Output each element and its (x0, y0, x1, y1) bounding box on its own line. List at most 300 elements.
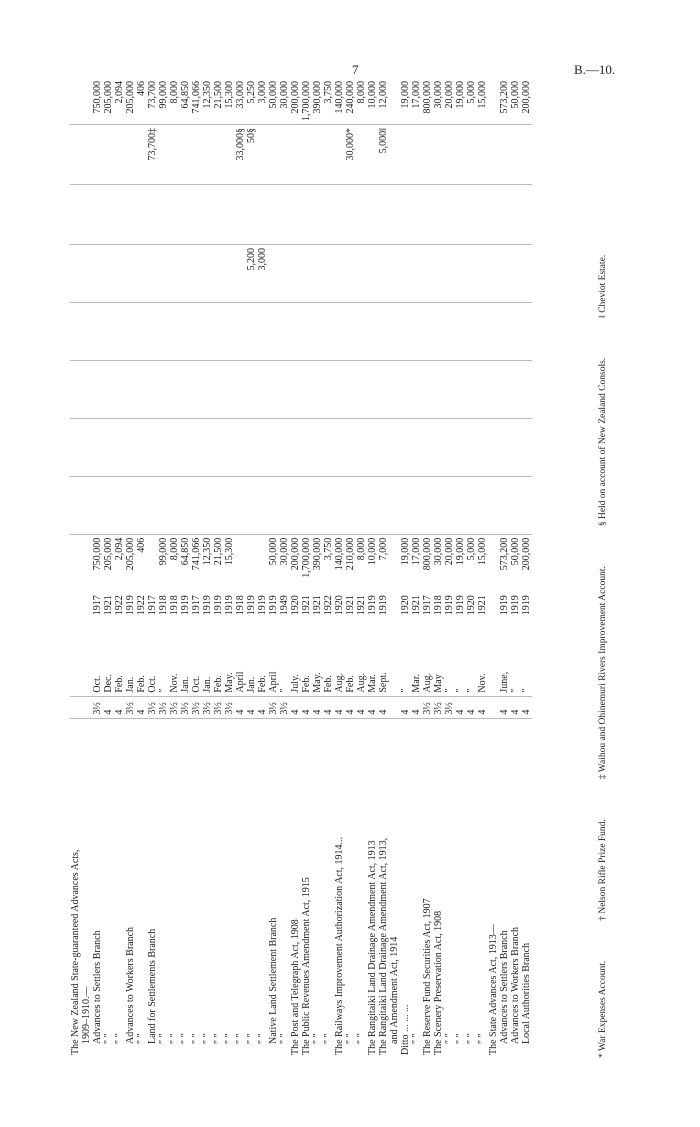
row-col-4 (510, 302, 521, 360)
row-col-2 (323, 418, 334, 476)
footnote: ‡ Waihou and Ohinemuri Rivers Improvement Account. (598, 566, 608, 780)
row-total: 64,850 (180, 81, 191, 109)
row-rate: 4 (235, 696, 246, 718)
row-month: ″ (466, 688, 477, 693)
row-total: 30,000 (433, 81, 444, 109)
row-col-1 (191, 476, 202, 534)
row-name: ″ ″ (246, 718, 257, 1058)
row-col-5 (389, 245, 400, 303)
row-month: Jan. (246, 676, 257, 693)
row-rate: 3½ (169, 696, 180, 718)
row-col-5 (323, 245, 334, 303)
row-col-3 (433, 360, 444, 418)
row-col-6 (191, 185, 202, 245)
row-col-2 (356, 418, 367, 476)
row-total: 2,094 (114, 81, 125, 104)
row-col-1 (389, 476, 400, 534)
row-name: Local Authorities Branch (521, 718, 532, 1058)
row-col-6 (444, 185, 455, 245)
row-col-7 (158, 125, 169, 185)
row-total: 741,066 (191, 81, 202, 114)
row-year: 1918 (169, 595, 180, 616)
row-col-5 (191, 245, 202, 303)
row-col-4 (411, 302, 422, 360)
row-col-4 (312, 302, 323, 360)
row-col-2 (70, 418, 81, 476)
row-col-6 (257, 185, 268, 245)
row-year: 1919 (444, 595, 455, 616)
row-col-6 (411, 185, 422, 245)
row-col-7 (257, 125, 268, 185)
row-col-2 (158, 418, 169, 476)
row-total (81, 78, 92, 125)
row-col-6 (268, 185, 279, 245)
row-month (81, 652, 92, 696)
row-col-4 (422, 302, 433, 360)
row-col-1 (257, 476, 268, 534)
table-row (257, 78, 268, 1058)
row-rate: 4 (521, 696, 532, 718)
row-col-5 (103, 245, 114, 303)
row-amount: 64,850 (180, 534, 191, 592)
row-col-6 (323, 185, 334, 245)
row-amount (257, 534, 268, 592)
row-col-1 (345, 476, 356, 534)
row-col-7 (367, 125, 378, 185)
row-amount: 573,200 (499, 534, 510, 592)
row-col-6 (367, 185, 378, 245)
row-col-5 (488, 245, 499, 303)
row-total: 205,000 (103, 81, 114, 114)
row-name: ″ ″ (257, 718, 268, 1058)
row-month (488, 652, 499, 696)
row-col-2 (510, 418, 521, 476)
row-col-6 (70, 185, 81, 245)
row-col-1 (125, 476, 136, 534)
row-total (488, 78, 499, 125)
row-amount: 99,000 (158, 534, 169, 592)
row-col-4 (488, 302, 499, 360)
row-col-7 (400, 125, 411, 185)
page-number: 7 (352, 62, 359, 77)
row-col-4 (224, 302, 235, 360)
row-col-2 (521, 418, 532, 476)
row-col-4 (169, 302, 180, 360)
row-rate: 4 (455, 696, 466, 718)
footnote: † Nelson Rifle Prize Fund. (598, 819, 608, 921)
row-total: 5,000 (466, 81, 477, 104)
row-amount: 2,094 (114, 534, 125, 592)
row-amount: 30,000 (279, 534, 290, 592)
row-col-7 (411, 125, 422, 185)
row-col-1 (499, 476, 510, 534)
row-col-4 (114, 302, 125, 360)
row-rate: 3½ (92, 696, 103, 718)
row-name: Ditto ... ... ... (400, 718, 411, 1058)
row-col-2 (224, 418, 235, 476)
row-month: Feb. (345, 675, 356, 693)
row-total: 17,000 (411, 81, 422, 109)
row-col-6 (334, 185, 345, 245)
document-reference-code: B.—10. (574, 62, 616, 77)
row-col-5 (312, 245, 323, 303)
row-col-3 (92, 360, 103, 418)
table-row (378, 78, 389, 1058)
row-year: 1917 (422, 595, 433, 616)
row-col-5 (125, 245, 136, 303)
table-body (70, 78, 532, 1058)
row-col-4 (455, 302, 466, 360)
row-col-1 (92, 476, 103, 534)
row-year: 1922 (114, 595, 125, 616)
row-col-1 (290, 476, 301, 534)
row-rate (389, 696, 400, 718)
row-name: The Railways Improvement Authorization Act, 1914... (334, 718, 345, 1058)
row-year: 1920 (466, 595, 477, 616)
row-col-1 (147, 476, 158, 534)
row-col-3 (114, 360, 125, 418)
row-total: 1,700,000 (301, 81, 312, 121)
row-total: 50,000 (510, 81, 521, 109)
row-col-7 (477, 125, 488, 185)
row-year: 1919 (224, 595, 235, 616)
row-col-4 (444, 302, 455, 360)
row-col-1 (202, 476, 213, 534)
row-amount: 7,000 (378, 534, 389, 592)
row-col-3 (290, 360, 301, 418)
row-month: ″ (400, 688, 411, 693)
row-col-2 (499, 418, 510, 476)
table-row (323, 78, 334, 1058)
table-row (136, 78, 147, 1058)
row-total: 406 (136, 81, 147, 96)
row-total: 3,750 (323, 81, 334, 104)
row-col-7: 30,000* (345, 125, 356, 185)
row-col-3 (301, 360, 312, 418)
row-col-3 (70, 360, 81, 418)
row-amount: 741,066 (191, 534, 202, 592)
row-amount: 15,000 (477, 534, 488, 592)
row-col-4 (202, 302, 213, 360)
row-col-1 (510, 476, 521, 534)
row-month: Aug. (356, 672, 367, 693)
row-month: June, (499, 671, 510, 693)
row-amount: 1,700,000 (301, 534, 312, 592)
row-month: Oct. (92, 675, 103, 693)
row-col-4 (389, 302, 400, 360)
row-name: ″ ″ (444, 718, 455, 1058)
row-col-6 (147, 185, 158, 245)
row-col-5 (279, 245, 290, 303)
row-col-5 (411, 245, 422, 303)
row-col-7 (268, 125, 279, 185)
row-amount: 19,000 (455, 534, 466, 592)
table-row (191, 78, 202, 1058)
row-col-6 (389, 185, 400, 245)
row-col-6 (279, 185, 290, 245)
row-col-7 (444, 125, 455, 185)
row-col-5 (224, 245, 235, 303)
row-col-6 (213, 185, 224, 245)
row-col-7 (301, 125, 312, 185)
row-col-6 (488, 185, 499, 245)
row-col-7 (389, 125, 400, 185)
row-rate: 4 (466, 696, 477, 718)
row-col-3 (345, 360, 356, 418)
row-amount: 30,000 (433, 534, 444, 592)
table-row (488, 78, 499, 1058)
row-col-3 (147, 360, 158, 418)
row-name: The Scenery Preservation Act, 1908 (433, 718, 444, 1058)
row-name: and Amendment Act, 1914 (389, 718, 400, 1058)
row-col-2 (81, 418, 92, 476)
table-row (301, 78, 312, 1058)
row-col-1 (444, 476, 455, 534)
row-total: 33,000 (235, 81, 246, 109)
row-total (70, 78, 81, 125)
row-col-6 (180, 185, 191, 245)
row-name: Advances to Settlers Branch (499, 718, 510, 1058)
row-col-7 (103, 125, 114, 185)
row-total: 99,000 (158, 81, 169, 109)
row-total: 21,500 (213, 81, 224, 109)
table-row (213, 78, 224, 1058)
table-row (92, 78, 103, 1058)
row-name: The State Advances Act, 1913— (488, 718, 499, 1058)
table-row (114, 78, 125, 1058)
table-row (312, 78, 323, 1058)
row-col-5 (455, 245, 466, 303)
row-name: ″ ″ (411, 718, 422, 1058)
row-col-2 (312, 418, 323, 476)
row-col-3 (389, 360, 400, 418)
row-month: Nov. (169, 673, 180, 693)
row-amount: 750,000 (92, 534, 103, 592)
row-col-5 (433, 245, 444, 303)
table-row (334, 78, 345, 1058)
row-amount (246, 534, 257, 592)
row-year (488, 592, 499, 652)
row-amount (389, 534, 400, 592)
row-col-4 (290, 302, 301, 360)
row-amount (488, 534, 499, 592)
row-col-7 (213, 125, 224, 185)
row-month: ″ (455, 688, 466, 693)
row-name: ″ ″ (312, 718, 323, 1058)
row-col-6 (466, 185, 477, 245)
row-col-5 (400, 245, 411, 303)
row-month: May. (224, 672, 235, 693)
row-rate: 4 (301, 696, 312, 718)
row-amount: 10,000 (367, 534, 378, 592)
row-col-3 (158, 360, 169, 418)
row-col-4 (323, 302, 334, 360)
row-year: 1921 (312, 595, 323, 616)
row-year: 1919 (268, 595, 279, 616)
row-col-5 (235, 245, 246, 303)
row-name: ″ ″ (455, 718, 466, 1058)
row-name: ″ ″ (158, 718, 169, 1058)
row-amount (70, 534, 81, 592)
row-amount: 200,000 (290, 534, 301, 592)
row-col-3 (521, 360, 532, 418)
row-col-7 (433, 125, 444, 185)
row-col-2 (488, 418, 499, 476)
table-row (345, 78, 356, 1058)
row-amount: 800,000 (422, 534, 433, 592)
row-rate: 4 (103, 696, 114, 718)
row-col-1 (158, 476, 169, 534)
row-col-6 (499, 185, 510, 245)
row-col-4 (180, 302, 191, 360)
row-col-6 (378, 185, 389, 245)
row-col-4 (466, 302, 477, 360)
row-total: 5,250 (246, 81, 257, 104)
row-col-6 (400, 185, 411, 245)
table-row (411, 78, 422, 1058)
row-col-2 (466, 418, 477, 476)
row-col-7 (312, 125, 323, 185)
row-col-3 (246, 360, 257, 418)
row-col-2 (444, 418, 455, 476)
row-col-2 (136, 418, 147, 476)
row-col-2 (455, 418, 466, 476)
row-rate: 3½ (213, 696, 224, 718)
table-row (235, 78, 246, 1058)
row-amount: 210,000 (345, 534, 356, 592)
row-amount (147, 534, 158, 592)
row-col-5 (202, 245, 213, 303)
row-col-1 (103, 476, 114, 534)
table-row (433, 78, 444, 1058)
row-col-5 (158, 245, 169, 303)
row-col-6 (224, 185, 235, 245)
row-col-7 (499, 125, 510, 185)
table-row (455, 78, 466, 1058)
row-rate: 4 (411, 696, 422, 718)
row-year: 1921 (411, 595, 422, 616)
table-row (477, 78, 488, 1058)
row-col-1 (455, 476, 466, 534)
row-year: 1919 (257, 595, 268, 616)
row-col-5 (301, 245, 312, 303)
row-col-4 (81, 302, 92, 360)
table-row (367, 78, 378, 1058)
row-col-2 (114, 418, 125, 476)
row-total: 573,200 (499, 81, 510, 114)
row-amount: 5,000 (466, 534, 477, 592)
row-col-1 (114, 476, 125, 534)
row-col-2 (147, 418, 158, 476)
table-row (268, 78, 279, 1058)
row-col-5: 5,200 (246, 245, 257, 303)
row-col-2 (169, 418, 180, 476)
row-amount: 50,000 (510, 534, 521, 592)
table-row (202, 78, 213, 1058)
row-rate: 4 (114, 696, 125, 718)
row-col-4 (301, 302, 312, 360)
row-col-4 (246, 302, 257, 360)
row-rate: 4 (356, 696, 367, 718)
row-name: ″ ″ (279, 718, 290, 1058)
row-month: ″ (521, 688, 532, 693)
row-col-1 (422, 476, 433, 534)
row-col-5 (147, 245, 158, 303)
row-amount: 15,300 (224, 534, 235, 592)
row-col-6 (114, 185, 125, 245)
row-month: Dec. (103, 674, 114, 693)
row-col-1 (521, 476, 532, 534)
row-rate: 4 (477, 696, 488, 718)
row-col-4 (158, 302, 169, 360)
row-col-3 (268, 360, 279, 418)
row-year: 1919 (367, 595, 378, 616)
row-total: 10,000 (367, 81, 378, 109)
row-col-2 (345, 418, 356, 476)
row-col-1 (477, 476, 488, 534)
row-col-5 (136, 245, 147, 303)
row-month (389, 652, 400, 696)
table-row (521, 78, 532, 1058)
row-col-6 (422, 185, 433, 245)
row-col-3 (367, 360, 378, 418)
row-col-5 (334, 245, 345, 303)
row-col-3 (477, 360, 488, 418)
row-name: ″ ″ (136, 718, 147, 1058)
row-month: Sept. (378, 672, 389, 693)
row-col-5 (268, 245, 279, 303)
row-year: 1921 (477, 595, 488, 616)
row-amount: 390,000 (312, 534, 323, 592)
row-col-6 (81, 185, 92, 245)
row-col-3 (499, 360, 510, 418)
row-year: 1922 (323, 595, 334, 616)
row-col-7 (180, 125, 191, 185)
row-name: ″ ″ (466, 718, 477, 1058)
row-col-2 (268, 418, 279, 476)
row-rate: 3½ (125, 696, 136, 718)
row-rate: 3½ (422, 696, 433, 718)
row-rate (70, 696, 81, 718)
row-year (389, 592, 400, 652)
row-col-7 (136, 125, 147, 185)
row-rate: 4 (367, 696, 378, 718)
row-month (70, 652, 81, 696)
row-col-2 (290, 418, 301, 476)
row-col-3 (378, 360, 389, 418)
row-col-7 (81, 125, 92, 185)
row-col-5 (180, 245, 191, 303)
row-year: 1919 (510, 595, 521, 616)
row-month: Feb. (136, 675, 147, 693)
rotated-investments-table (70, 78, 630, 1058)
table-row (147, 78, 158, 1058)
row-total (389, 78, 400, 125)
row-col-1 (334, 476, 345, 534)
row-year: 1919 (378, 595, 389, 616)
row-col-1 (411, 476, 422, 534)
row-total: 8,000 (169, 81, 180, 104)
row-name: Advances to Settlers Branch (92, 718, 103, 1058)
row-amount: 205,000 (103, 534, 114, 592)
row-total: 73,700 (147, 81, 158, 109)
row-total: 3,000 (257, 81, 268, 104)
row-month: Feb. (323, 675, 334, 693)
row-col-2 (477, 418, 488, 476)
row-col-2 (202, 418, 213, 476)
row-col-7 (92, 125, 103, 185)
table-row (290, 78, 301, 1058)
